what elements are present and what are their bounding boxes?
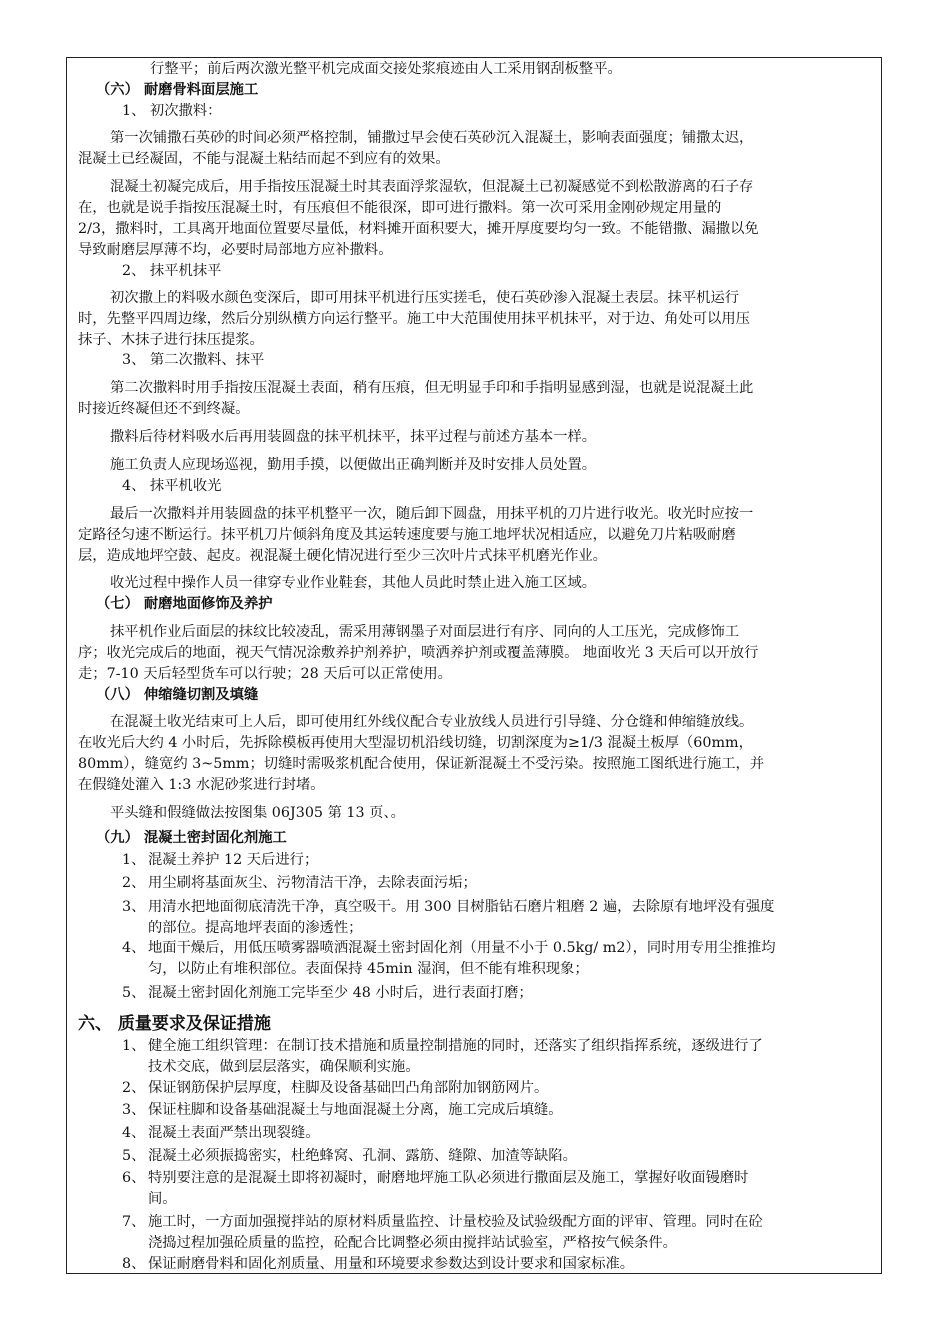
list-item: 的部位。提高地坪表面的渗透性； (148, 920, 363, 936)
text-line: 撒料后待材料吸水后再用装圆盘的抹平机抹平，抹平过程与前述方基本一样。 (110, 429, 597, 445)
text-line: 行整平；前后两次激光整平机完成面交接处浆痕迹由人工采用钢刮板整平。 (150, 61, 622, 77)
list-number: 6、 (122, 1170, 146, 1186)
list-number: 2、 (122, 1080, 146, 1096)
list-item: 保证钢筋保护层厚度，柱脚及设备基础凹凸角部附加钢筋网片。 (148, 1080, 549, 1096)
text-line: 在，也就是说手指按压混凝土时，有压痕但不能很深，即可进行撒料。第一次可采用金刚砂规定用量的 (78, 200, 722, 216)
list-item: 保证耐磨骨料和固化剂质量、用量和环境要求参数达到设计要求和国家标准。 (148, 1256, 635, 1272)
text-line: 走；7-10 天后轻型货车可以行驶；28 天后可以正常使用。 (78, 666, 452, 682)
heading-8: （八） 伸缩缝切割及填缝 (96, 687, 259, 703)
list-number: 3、 (122, 1102, 146, 1118)
list-number: 4、 (122, 940, 146, 956)
list-item: 混凝土养护 12 天后进行； (148, 852, 319, 868)
text-line: 时，先整平四周边缘，然后分别纵横方向运行整平。施工中大范围使用抹平机抹平，对于边、角处可以用压 (78, 311, 750, 327)
list-number: 3、 (122, 899, 146, 915)
text-line: 在假缝处灌入 1:3 水泥砂浆进行封堵。 (78, 777, 325, 793)
list-number: 4、 (122, 1125, 146, 1141)
list-item: 匀，以防止有堆积部位。表面保持 45min 湿润，但不能有堆积现象； (148, 961, 589, 977)
list-item: 浇捣过程加强砼质量的监控，砼配合比调整必须由搅拌站试验室，严格按气候条件。 (148, 1235, 677, 1251)
list-item: 地面干燥后，用低压喷雾器喷洒混凝土密封固化剂（用量不小于 0.5kg/ m2），同时用专用尘推推均 (148, 940, 776, 956)
text-line: 施工负责人应现场巡视，勤用手摸，以便做出正确判断并及时安排人员处置。 (110, 457, 597, 473)
subheading: 1、 初次撒料： (122, 103, 222, 119)
text-line: 第二次撒料时用手指按压混凝土表面，稍有压痕，但无明显手印和手指明显感到湿，也就是说混凝土此 (110, 380, 754, 396)
text-line: 最后一次撒料并用装圆盘的抹平机整平一次，随后卸下圆盘，用抹平机的刀片进行收光。收光时应按一 (110, 506, 754, 522)
list-number: 5、 (122, 985, 146, 1001)
list-item: 混凝土表面严禁出现裂缝。 (148, 1125, 320, 1141)
subheading: 3、 第二次撒料、抹平 (122, 352, 265, 368)
list-item: 保证柱脚和设备基础混凝土与地面混凝土分离，施工完成后填缝。 (148, 1102, 563, 1118)
subheading: 4、 抹平机收光 (122, 478, 222, 494)
list-item: 健全施工组织管理：在制订技术措施和质量控制措施的同时，还落实了组织指挥系统，逐级进行了 (148, 1038, 763, 1054)
list-item: 技术交底，做到层层落实，确保顺利实施。 (148, 1059, 420, 1075)
heading-9: （九） 混凝土密封固化剂施工 (96, 830, 287, 846)
text-line: 80mm），缝宽约 3~5mm；切缝时需吸浆机配合使用，保证新混凝土不受污染。按照施工图纸进行施工，并 (78, 756, 765, 772)
list-item: 特别要注意的是混凝土即将初凝时，耐磨地坪施工队必须进行撒面层及施工，掌握好收面镘磨时 (148, 1170, 749, 1186)
section-6-title: 六、 质量要求及保证措施 (78, 1014, 271, 1034)
text-line: 定路径匀速不断运行。抹平机刀片倾斜角度及其运转速度要与施工地坪状况相适应，以避免刀片粘吸耐磨 (78, 527, 736, 543)
list-item: 间。 (148, 1191, 177, 1207)
text-line: 导致耐磨层厚薄不均，必要时局部地方应补撒料。 (78, 242, 393, 258)
list-item: 混凝土密封固化剂施工完毕至少 48 小时后，进行表面打磨； (148, 985, 533, 1001)
list-number: 8、 (122, 1256, 146, 1272)
list-item: 施工时，一方面加强搅拌站的原材料质量监控、计量校验及试验级配方面的评审、管理。同时在砼 (148, 1214, 763, 1230)
list-number: 1、 (122, 852, 146, 868)
text-line: 平头缝和假缝做法按图集 06J305 第 13 页、。 (110, 805, 405, 821)
text-line: 抹平机作业后面层的抹纹比较凌乱，需采用薄钢墨子对面层进行有序、同向的人工压光，完成修饰工 (110, 624, 740, 640)
text-line: 第一次铺撒石英砂的时间必须严格控制，铺撒过早会使石英砂沉入混凝土，影响表面强度；铺撒太迟， (110, 130, 754, 146)
text-line: 混凝土初凝完成后，用手指按压混凝土时其表面浮浆湿软，但混凝土已初凝感觉不到松散游离的石子存 (110, 179, 754, 195)
text-line: 抹子、木抹子进行抹压提浆。 (78, 332, 264, 348)
text-line: 收光过程中操作人员一律穿专业作业鞋套，其他人员此时禁止进入施工区域。 (110, 575, 597, 591)
text-line: 层，造成地坪空鼓、起皮。视混凝土硬化情况进行至少三次叶片式抹平机磨光作业。 (78, 548, 607, 564)
subheading: 2、 抹平机抹平 (122, 263, 222, 279)
list-number: 7、 (122, 1214, 146, 1230)
list-item: 混凝土必须振捣密实，杜绝蜂窝、孔洞、露筋、缝隙、加渣等缺陷。 (148, 1148, 577, 1164)
text-line: 2/3，撒料时，工具离开地面位置要尽量低，材料摊开面积要大，摊开厚度要均匀一致。不能错撒、漏撒以免 (78, 221, 759, 237)
list-item: 用清水把地面彻底清洗干净，真空吸干。用 300 目树脂钻石磨片粗磨 2 遍，去除原有地坪没有强度 (148, 899, 775, 915)
text-line: 时接近终凝但还不到终凝。 (78, 401, 250, 417)
heading-7: （七） 耐磨地面修饰及养护 (96, 596, 273, 612)
text-line: 初次撒上的料吸水颜色变深后，即可用抹平机进行压实搓毛，使石英砂渗入混凝土表层。抹平机运行 (110, 290, 740, 306)
heading-6: （六） 耐磨骨料面层施工 (96, 82, 259, 98)
list-number: 1、 (122, 1038, 146, 1054)
list-item: 用尘刷将基面灰尘、污物清洁干净，去除表面污垢； (148, 875, 477, 891)
text-line: 混凝土已经凝固，不能与混凝土粘结而起不到应有的效果。 (78, 151, 450, 167)
list-number: 2、 (122, 875, 146, 891)
text-line: 在混凝土收光结束可上人后，即可使用红外线仪配合专业放线人员进行引导缝、分仓缝和伸缩缝放线。 (110, 714, 754, 730)
text-line: 序；收光完成后的地面，视天气情况涂敷养护剂养护，喷洒养护剂或覆盖薄膜。 地面收光 3 天后可以开放行 (78, 645, 759, 661)
list-number: 5、 (122, 1148, 146, 1164)
text-line: 在收光后大约 4 小时后，先拆除模板再使用大型湿切机沿线切缝，切割深度为≥1/3 混凝土板厚（60mm， (78, 735, 753, 751)
